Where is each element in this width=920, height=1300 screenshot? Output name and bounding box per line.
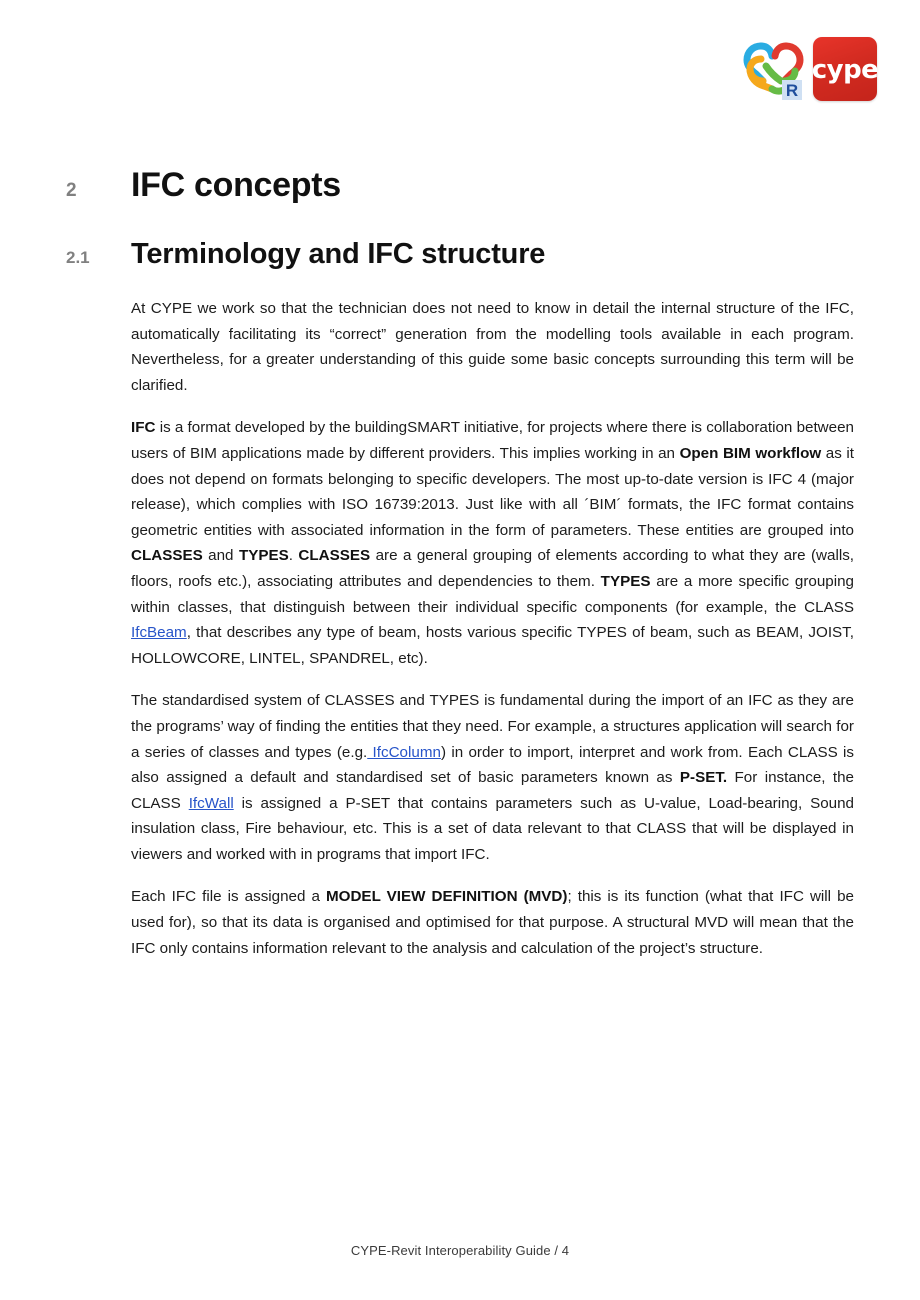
- p2-text-f: are a more specific grouping within classes, that distinguish between their individual specific components (for example, the CLASS: [131, 572, 854, 616]
- section-number: 2: [66, 180, 77, 201]
- section-title: IFC concepts: [131, 166, 341, 204]
- header-logo-group: [742, 36, 877, 102]
- p3-text-c: For instance, the CLASS: [131, 769, 855, 812]
- body-content: [131, 296, 854, 961]
- paragraph-2: [131, 415, 854, 671]
- term-classes-1: CLASSES: [131, 547, 203, 565]
- p3-text-a: The standardised system of CLASSES and TYPES is fundamental during the import of an IFC as they are the programs’ way of finding the entities that they need. For example, a structures application will search for a series of classes and types (e.g.: [131, 692, 854, 761]
- p2-text-g: , that describes any type of beam, hosts various specific TYPES of beam, such as BEAM, JOIST, HOLLOWCORE, LINTEL, SPANDREL, etc).: [131, 624, 854, 667]
- p2-text-c: and: [202, 547, 239, 565]
- term-p-set: P-SET.: [679, 769, 728, 787]
- term-types-1: TYPES: [238, 547, 289, 565]
- cype-logo: [813, 37, 877, 101]
- subsection-title: Terminology and IFC structure: [131, 238, 546, 270]
- term-ifc: IFC: [131, 419, 156, 437]
- paragraph-1: At CYPE we work so that the technician does not need to know in detail the internal structure of the IFC, automatically facilitating its “correct” generation from the modelling tools available in each program. Nevertheless, for a greater understanding of this guide some basic concepts surrounding this term will be clarified.: [131, 300, 854, 394]
- subsection-number: 2.1: [66, 248, 90, 267]
- paragraph-3: [131, 688, 854, 867]
- svg-text:R: R: [785, 81, 799, 100]
- link-ifcwall[interactable]: IfcWall: [188, 794, 234, 812]
- link-ifccolumn[interactable]: IfcColumn: [367, 743, 441, 761]
- p4-text-a: Each IFC file is assigned a: [131, 888, 326, 906]
- term-open-bim-workflow: Open BIM workflow: [679, 444, 822, 462]
- p4-text-b: ; this is its function (what that IFC will be used for), so that its data is organised and optimised for that purpose. A structural MVD will mean that the IFC only contains information relevant to the analysis and calculation of the project’s structure.: [131, 888, 854, 957]
- term-classes-2: CLASSES: [298, 547, 371, 565]
- paragraph-4: [131, 884, 854, 961]
- p2-text-a: is a format developed by the buildingSMART initiative, for projects where there is collaboration between users of BIM applications made by different providers. This implies working in an: [131, 419, 854, 462]
- p2-text-d: .: [288, 547, 299, 565]
- term-mvd: MODEL VIEW DEFINITION (MVD): [326, 888, 568, 906]
- subsection-heading: [66, 238, 854, 271]
- p2-text-b: as it does not depend on formats belonging to specific developers. The most up-to-date version is IFC 4 (major release), which complies with ISO 16739:2013. Just like with all ´BIM´ formats, the IFC format contains geometric entities with associated information in the form of parameters. These entities are grouped into: [131, 444, 854, 539]
- cype-logo-label: cype: [811, 55, 879, 85]
- link-ifcbeam[interactable]: IfcBeam: [131, 624, 187, 642]
- section-heading: [66, 166, 854, 205]
- p3-text-d: is assigned a P-SET that contains parameters such as U-value, Load-bearing, Sound insulation class, Fire behaviour, etc. This is a set of data relevant to that CLASS that will be displayed in viewers and worked with in programs that import IFC.: [131, 794, 855, 863]
- p2-text-e: are a general grouping of elements according to what they are (walls, floors, roofs etc.), associating attributes and dependencies to them.: [131, 547, 855, 590]
- page-footer: CYPE-Revit Interoperability Guide / 4: [350, 1243, 570, 1258]
- p3-text-b: ) in order to import, interpret and work from. Each CLASS is also assigned a default and standardised set of basic parameters known as: [131, 743, 854, 787]
- term-types-2: TYPES: [600, 572, 651, 590]
- open-bim-revit-logo-icon: [742, 36, 804, 102]
